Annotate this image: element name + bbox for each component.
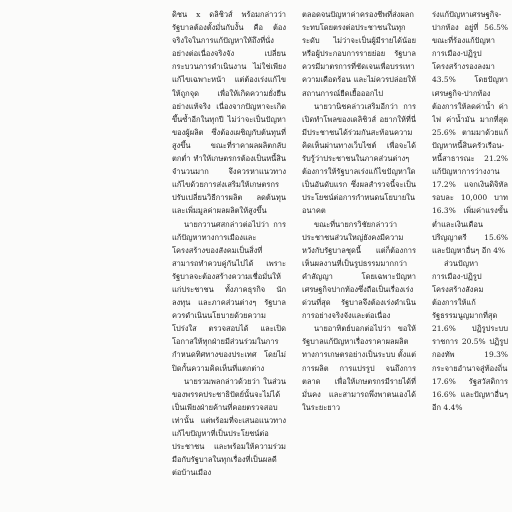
article-paragraph: นายวานิชคล่าวเสริมอีกว่า การเปิดทำโพลของเดลิชิวส์ อยากให้ที่นี่มีประชาชนได้ร่วมกันสะท้อนความคิดเห็นผ่านทางเว็บไซต์ เพื่อจะได้รับรู้ว่าประชาชนในภาคส่วนต่างๆ ต้องการให้รัฐบาลเร่งแก้ไขปัญหาใดเป็นอันดับแรก ซึ่งผลสำรวจนี้จะเป็นประโยชน์ต่อการกำหนดนโยบายในอนาคต <box>302 101 416 216</box>
article-paragraph: ตลอดจนปัญหาค่าครองชีพที่ส่งผลกระทบโดยตรงต่อประชาชนในทุกระดับ ไม่ว่าจะเป็นผู้มีรายได้น้อย หรือผู้ประกอบการรายย่อย รัฐบาลควรมีมาตรการที่ชัดเจนเพื่อบรรเทาความเดือดร้อน และไม่ควรปล่อยให้สถานการณ์ยืดเยื้อออกไป <box>302 10 416 98</box>
article-paragraph: ขณะที่นายกรวิชัยกล่าวว่า ประชาชนส่วนใหญ่ยังคงมีความหวังกับรัฐบาลชุดนี้ แต่ก็ต้องการเห็นผลงานที่เป็นรูปธรรมมากกว่าคำสัญญา โดยเฉพาะปัญหาเศรษฐกิจปากท้องซึ่งถือเป็นเรื่องเร่งด่วนที่สุด รัฐบาลจึงต้องเร่งดำเนินการอย่างจริงจังและต่อเนื่อง <box>302 219 416 321</box>
article-paragraph: นายรวมพลกล่าวด้วยว่า ในส่วนของพรรคประชาธิปัตย์นั้นจะไม่ได้เป็นเพียงฝ่ายค้านที่คอยตรวจสอบเท่านั้น แต่พร้อมที่จะเสนอแนวทางแก้ไขปัญหาที่เป็นประโยชน์ต่อประชาชน และพร้อมให้ความร่วมมือกับรัฐบาลในทุกเรื่องที่เป็นผลดีต่อบ้านเมือง <box>172 376 286 478</box>
article-column-middle <box>302 8 416 508</box>
article-column-right <box>432 8 508 508</box>
article-paragraph: นายกวานศสกล่าวต่อไปว่า การแก้ปัญหาทางการเมืองและโครงสร้างของสังคมเป็นสิ่งที่สามารถทำควบคู่กันไปได้ เพราะรัฐบาลจะต้องสร้างความเชื่อมั่นให้แก่ประชาชน ทั้งภาคธุรกิจ นักลงทุน และภาคส่วนต่างๆ รัฐบาลควรดำเนินนโยบายด้วยความโปร่งใส ตรวจสอบได้ และเปิดโอกาสให้ทุกฝ่ายมีส่วนร่วมในการกำหนดทิศทางของประเทศ โดยไม่ปิดกั้นความคิดเห็นที่แตกต่าง <box>172 219 286 373</box>
article-column-left <box>172 8 286 508</box>
article-paragraph: ร่งแก้ปัญหาเศรษฐกิจ-ปากท้อง อยู่ที่ 56.5% ขณะที่ร้องแก้ปัญหาการเมือง-ปฏิรูปโครงสร้างรองลงมา 43.5% โดยปัญหาเศรษฐกิจ-ปากท้อง ต้องการให้ลดค่าน้ำ ค่าไฟ ค่าน้ำมัน มากที่สุด 25.6% ตามมาด้วยแก้ปัญหาหนี้สินครัวเรือน-หนี้สาธารณะ 21.2% แก้ปัญหาการว่างงาน 17.2% แจกเงินดิจิทัลรอบละ 10,000 บาท 16.3% เพิ่มค่าแรงขั้นต่ำและเงินเดือนปริญญาตรี 15.6% และปัญหาอื่นๆ อีก 4% <box>432 10 508 255</box>
article-paragraph: ดิชน x ดลิชิวส์ พร้อมกล่าวว่า รัฐบาลต้องตั้งมั่นกับงั้น คือ ต้องจริงใจในการแก้ปัญหาให้ถึงที่นั่งอย่างต่อเนื่องจริงจัง เปลี่ยนกระบวนการดำเนินงาน ไม่ใช่เพียงแก้ไขเฉพาะหน้า แต่ต้องเร่งแก้ไขให้ถูกจุด เพื่อให้เกิดความยั่งยืนอย่างแท้จริง เนื่องจากปัญหาจะเกิดขึ้นซ้ำอีกในทุกปี ไม่ว่าจะเป็นปัญหาของผู้ผลิต ซึ่งต้องเผชิญกับต้นทุนที่สูงขึ้น ขณะที่ราคาผลผลิตกลับตกต่ำ ทำให้เกษตรกรต้องเป็นหนี้สินจำนวนมาก จึงควรหาแนวทางแก้ไขด้วยการส่งเสริมให้เกษตรกรปรับเปลี่ยนวิธีการผลิต ลดต้นทุน และเพิ่มมูลค่าผลผลิตให้สูงขึ้น <box>172 10 286 216</box>
article-paragraph: นายอาทิตย์บอกต่อไปว่า ขอให้รัฐบาลแก้ปัญหาเรื่องราคาผลผลิตทางการเกษตรอย่างเป็นระบบ ตั้งแต่การผลิต การแปรรูป จนถึงการตลาด เพื่อให้เกษตรกรมีรายได้ที่มั่นคง และสามารถพึ่งพาตนเองได้ในระยะยาว <box>302 324 416 412</box>
article-paragraph: ส่วนปัญหาการเมือง-ปฏิรูปโครงสร้างสังคม ต้องการให้แก้รัฐธรรมนูญมากที่สุด 21.6% ปฏิรูประบบราชการ 20.5% ปฏิรูปกองทัพ 19.3% กระจายอำนาจสู่ท้องถิ่น 17.6% รัฐสวัสดิการ 16.6% และปัญหาอื่นๆ อีก 4.4% <box>432 258 508 412</box>
